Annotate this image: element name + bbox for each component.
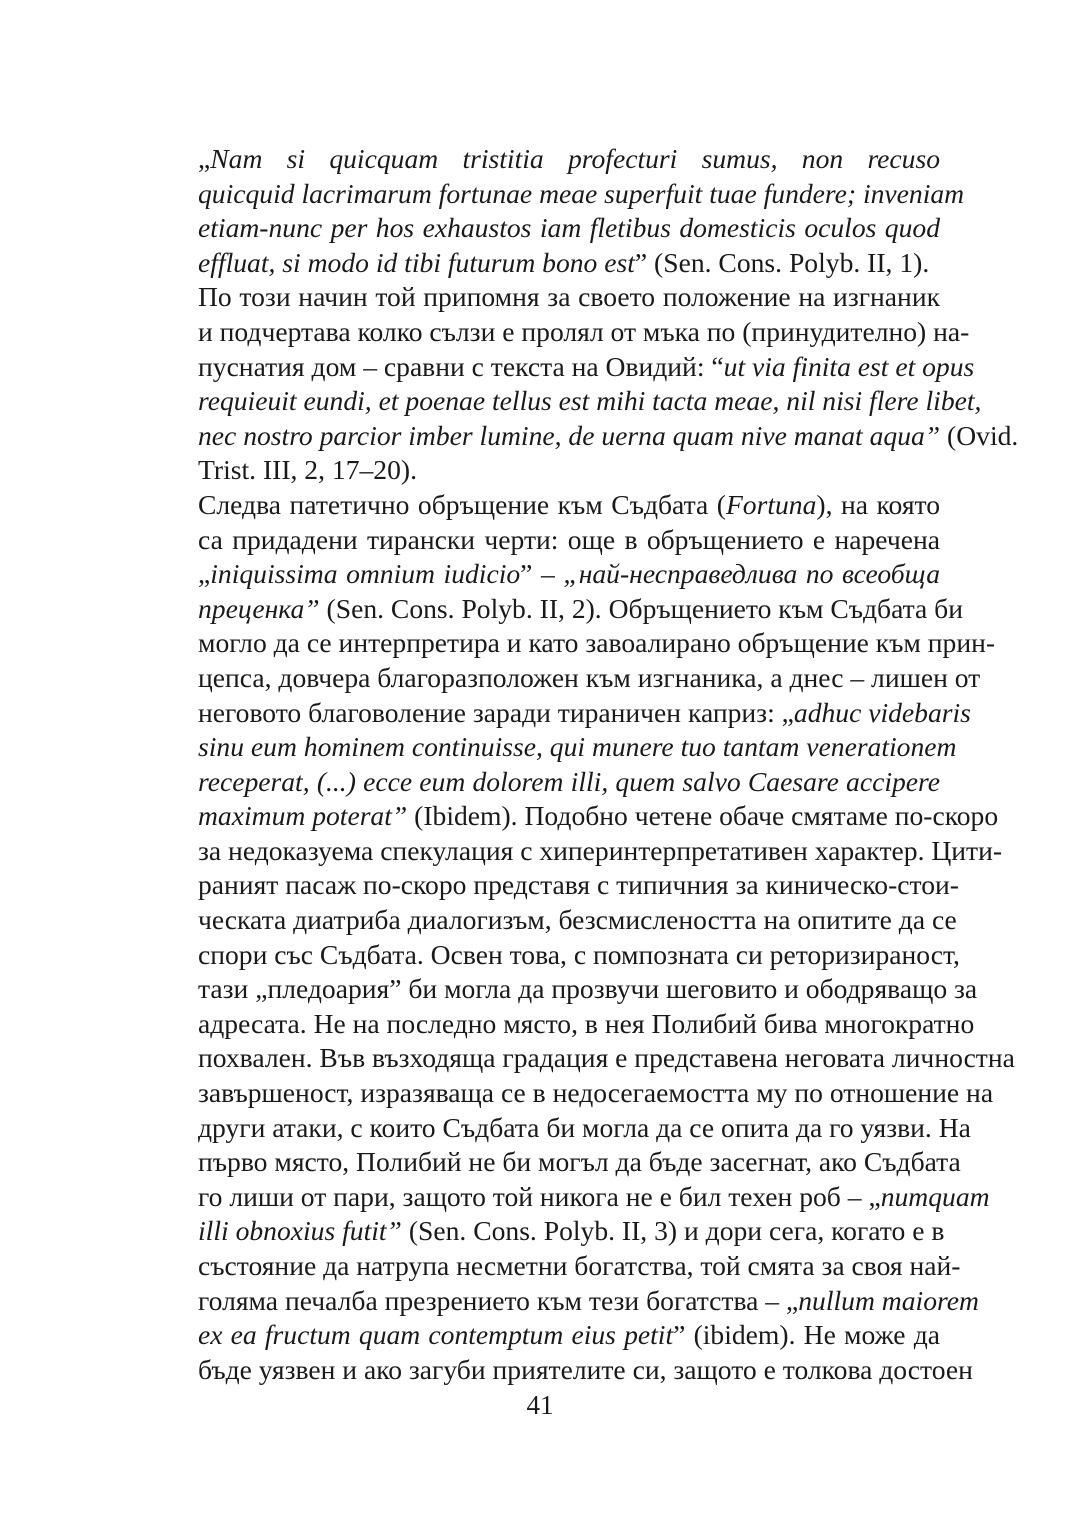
text-line	[140, 350, 975, 385]
text-run: други атаки, с които Съдбата би могла да се опита да го уязви. На	[198, 1111, 971, 1143]
text-line	[140, 730, 957, 765]
text-line	[140, 1041, 1015, 1076]
text-run: цепса, довчера благоразположен към изгнаника, а днес – лишен от	[198, 661, 981, 693]
text-run: първо място, Полибий не би могъл да бъде засегнат, ако Съдбата	[198, 1146, 961, 1178]
text-run: са придадени тирански черти: още в обръщението е наречена	[198, 523, 940, 555]
text-run: за недоказуема спекулация с хиперинтерпретативен характер. Цити-	[198, 834, 1003, 866]
text-run: неговото благоволение заради тираничен каприз: „	[198, 696, 794, 728]
text-line	[140, 246, 940, 281]
text-run: Следва патетично обръщение към Съдбата (	[198, 488, 726, 520]
text-run: похвален. Във възходяща градация е представена неговата личностна	[198, 1042, 1015, 1074]
text-line	[140, 280, 940, 315]
text-line	[140, 315, 970, 350]
text-line	[140, 419, 1019, 454]
text-line	[140, 661, 981, 696]
text-line	[140, 1145, 961, 1180]
text-line	[140, 903, 957, 938]
italic-text: Fortuna	[725, 488, 817, 520]
italic-text: etiam-nunc per hos exhaustos iam fletibus domesticis oculos quod	[198, 212, 940, 244]
italic-text: преценка”	[198, 592, 320, 624]
page-body	[140, 142, 1019, 1387]
italic-text: ut via finita est et opus	[723, 350, 975, 382]
paragraph-latin-quote	[140, 142, 965, 280]
text-line	[140, 1284, 979, 1319]
italic-text: effluat, si modo id tibi futurum bono est	[198, 246, 635, 278]
text-run: „	[198, 558, 211, 590]
text-line	[140, 1076, 994, 1111]
text-line	[140, 799, 999, 834]
text-line	[140, 211, 940, 246]
italic-text: quicquid lacrimarum fortunae meae superfuit tuae fundere; inveniam	[198, 177, 965, 209]
text-run: (Ovid.	[940, 419, 1019, 451]
italic-text: nullum maiorem	[798, 1284, 979, 1316]
text-run: (Sen. Cons. Polyb. II, 2). Обръщението към Съдбата би	[319, 592, 963, 624]
text-run: ” (Sen. Cons. Polyb. II, 1).	[634, 246, 930, 278]
text-run: бъде уязвен и ако загуби приятелите си, защото е толкова достоен	[198, 1353, 973, 1385]
text-run: раният пасаж по-скоро представя с типичния за киническо-стои-	[198, 869, 959, 901]
text-run: (Ibidem). Подобно четене обаче смятаме по-скоро	[407, 800, 999, 832]
italic-text: illi obnoxius futit”	[198, 1215, 402, 1247]
italic-text: ex ea fructum quam contemptum eius petit	[198, 1319, 674, 1351]
text-run: Trist. III, 2, 17–20).	[198, 454, 417, 486]
text-line	[140, 868, 959, 903]
text-run: По този начин той припомня за своето положение на изгнаник	[198, 281, 940, 313]
text-line	[140, 488, 940, 523]
text-line	[140, 696, 971, 731]
text-run: пуснатия дом – сравни с текста на Овидий: “	[198, 350, 724, 382]
italic-text: numquam	[880, 1180, 990, 1212]
text-run: адресата. Не на последно място, в нея Полибий бива многократно	[198, 1007, 975, 1039]
text-run: тази „пледоария” би могла да прозвучи шеговито и ободряващо за	[198, 973, 978, 1005]
italic-text: requieuit eundi, et poenae tellus est mihi tacta meae, nil nisi flere libet,	[198, 385, 982, 417]
text-line	[140, 1214, 945, 1249]
italic-text: „най-несправедлива по всеобща	[563, 558, 940, 590]
italic-text: nec nostro parcior imber lumine, de uerna quam nive manat aqua”	[198, 419, 941, 451]
text-line	[140, 834, 1003, 869]
text-line	[140, 177, 965, 212]
text-line	[140, 384, 982, 419]
text-run: (Sen. Cons. Polyb. II, 3) и дори сега, когато е в	[401, 1215, 945, 1247]
text-line	[140, 1249, 961, 1284]
text-line	[140, 1353, 973, 1388]
text-run: го лиши от пари, защото той никога не е бил техен роб – „	[198, 1180, 881, 1212]
text-run: и подчертава колко сълзи е пролял от мъка по (принудително) на-	[198, 315, 970, 347]
italic-text: sinu eum hominem continuisse, qui munere tuo tantam venerationem	[198, 731, 957, 763]
italic-text: receperat, (...) ecce eum dolorem illi, quem salvo Caesare accipere	[198, 765, 940, 797]
text-line	[140, 1007, 975, 1042]
text-run: състояние да натрупа несметни богатства, той смята за своя най-	[198, 1250, 961, 1281]
text-line	[140, 765, 940, 800]
text-run: „	[198, 143, 211, 174]
text-line	[140, 1180, 990, 1215]
text-run: голяма печалба презрението към тези богатства – „	[198, 1284, 799, 1316]
page-number: 41	[526, 1390, 554, 1420]
italic-text: adhuc videbaris	[793, 696, 971, 728]
text-run: ческата диатриба диалогизъм, безсмислеността на опитите да се	[198, 904, 957, 936]
text-run: ), на която	[816, 488, 940, 520]
paragraph-ovid-comparison	[140, 280, 1019, 488]
italic-text: Nam si quicquam tristitia profecturi sumus, non recuso	[210, 143, 940, 174]
italic-text: iniquissima omnium iudicio	[210, 558, 521, 590]
italic-text: maximum poterat”	[198, 800, 408, 832]
text-line	[140, 592, 963, 627]
text-line	[140, 972, 978, 1007]
text-line	[140, 1318, 940, 1353]
text-line	[140, 523, 940, 558]
text-run: могло да се интерпретира и като завоалирано обръщение към прин-	[198, 627, 996, 659]
text-line	[140, 453, 940, 488]
text-run: спори със Съдбата. Освен това, с помпозната си реторизираност,	[198, 938, 960, 970]
text-line	[140, 1111, 971, 1146]
paragraph-fortuna-apostrophe	[140, 488, 1015, 1387]
text-line	[140, 557, 940, 592]
text-line	[140, 626, 996, 661]
text-run: ” –	[520, 558, 564, 590]
text-line	[140, 938, 960, 973]
text-run: ” (ibidem). Не може да	[673, 1319, 940, 1351]
text-run: завършеност, изразяваща се в недосегаемостта му по отношение на	[198, 1077, 994, 1109]
text-line	[140, 142, 940, 177]
